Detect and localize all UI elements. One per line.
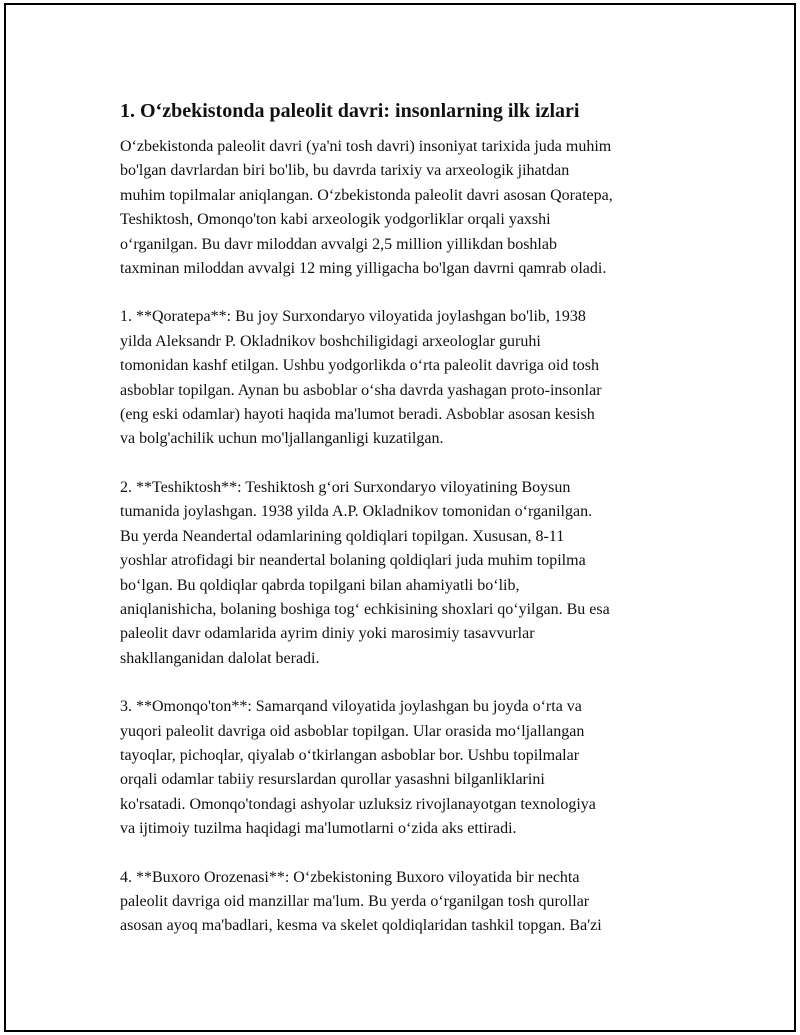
paragraph-qoratepa: 1. **Qoratepa**: Bu joy Surxondaryo viloyatida joylashgan bo'lib, 1938 yilda Aleksandr P. Okladnikov boshchiligidagi arxeologlar guruhi tomonidan kashf etilgan. Ushbu yodgorlikda o‘rta paleolit davriga oid tosh asboblar topilgan. Aynan bu asboblar o‘sha davrda yashagan proto-insonlar (eng eski odamlar) hayoti haqida ma'lumot beradi. Asboblar asosan kesish va bolg'achilik uchun mo'ljallanganligi kuzatilgan. [120, 308, 602, 448]
paragraph-intro: O‘zbekistonda paleolit davri (ya'ni tosh davri) insoniyat tarixida juda muhim bo'lgan davrlardan biri bo'lib, bu davrda tarixiy va arxeologik jihatdan muhim topilmalar aniqlangan. O‘zbekistonda paleolit davri asosan Qoratepa, Teshiktosh, Omonqo'ton kabi arxeologik yodgorliklar orqali yaxshi o‘rganilgan. Bu davr miloddan avvalgi 2,5 million yillikdan boshlab taxminan miloddan avvalgi 12 ming yilligacha bo'lgan davrni qamrab oladi. [120, 138, 613, 278]
document-body [120, 97, 700, 963]
paragraph-buxoro: 4. **Buxoro Orozenasi**: O‘zbekistoning Buxoro viloyatida bir nechta paleolit davriga oid manzillar ma'lum. Bu yerda o‘rganilgan tosh qurollar asosan ayoq ma'badlari, kesma va skelet qoldiqlaridan tashkil topgan. Ba'zi [120, 868, 602, 935]
document-page [4, 3, 796, 1032]
paragraph-omonqoton: 3. **Omonqo'ton**: Samarqand viloyatida joylashgan bu joyda o‘rta va yuqori paleolit davriga oid asboblar topilgan. Ular orasida mo‘ljallangan tayoqlar, pichoqlar, qiyalab o‘tkirlangan asboblar bor. Ushbu topilmalar orqali odamlar tabiiy resurslardan qurollar yasashni bilganliklarini ko'rsatadi. Omonqo'tondagi ashyolar uzluksiz rivojlanayotgan texnologiya va ijtimoiy tuzilma haqidagi ma'lumotlarni o‘zida aks ettiradi. [120, 698, 596, 838]
document-title: 1. O‘zbekistonda paleolit davri: insonlarning ilk izlari [120, 100, 580, 122]
paragraph-teshiktosh: 2. **Teshiktosh**: Teshiktosh g‘ori Surxondaryo viloyatining Boysun tumanida joylashgan. 1938 yilda A.P. Okladnikov tomonidan o‘rganilgan. Bu yerda Neandertal odamlarining qoldiqlari topilgan. Xususan, 8-11 yoshlar atrofidagi bir neandertal bolaning qoldiqlari juda muhim topilma bo‘lgan. Bu qoldiqlar qabrda topilgani bilan ahamiyatli bo‘lib, aniqlanishicha, bolaning boshiga tog‘ echkisining shoxlari qo‘yilgan. Bu esa paleolit davr odamlarida ayrim diniy yoki marosimiy tasavvurlar shakllanganidan dalolat beradi. [120, 478, 610, 667]
